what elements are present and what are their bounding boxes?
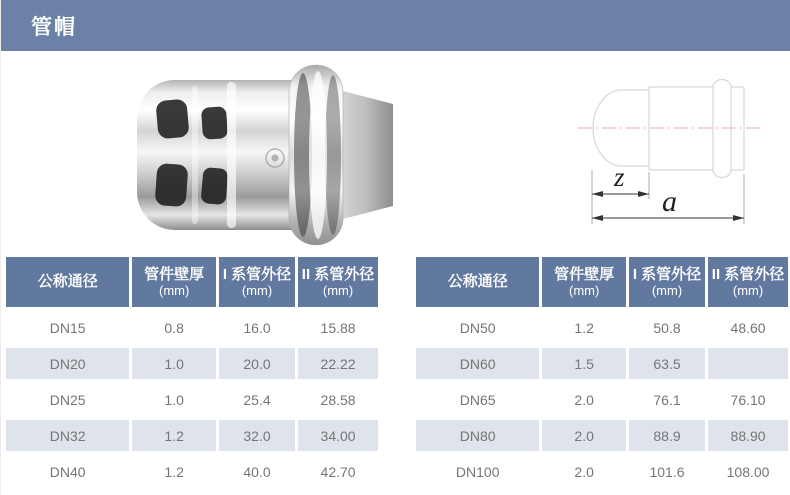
table-row xyxy=(6,348,378,379)
spec-tables xyxy=(1,252,790,492)
cell-dn: DN100 xyxy=(416,456,539,487)
table-row xyxy=(416,312,788,343)
col-header-unit: (mm) xyxy=(322,283,354,299)
cell-od1: 101.6 xyxy=(629,456,705,487)
cell-od2 xyxy=(708,348,788,379)
cell-wall: 1.5 xyxy=(542,348,625,379)
table-row xyxy=(6,456,378,487)
cell-od1: 50.8 xyxy=(629,312,705,343)
cell-od2: 88.90 xyxy=(708,420,788,451)
spec-table-dn15-dn40 xyxy=(3,252,381,492)
cell-wall: 1.2 xyxy=(132,456,215,487)
col-header-label: 公称通径 xyxy=(37,273,98,291)
cell-dn: DN15 xyxy=(6,312,129,343)
cell-od1: 20.0 xyxy=(219,348,295,379)
press-collar xyxy=(289,65,343,245)
col-header-label: 管件壁厚 xyxy=(144,265,205,283)
cell-wall: 2.0 xyxy=(542,420,625,451)
cap-end xyxy=(339,90,393,220)
col-header-od2 xyxy=(298,257,378,307)
dim-z-label: z xyxy=(614,162,625,192)
col-header-wall xyxy=(132,257,215,307)
cell-od2: 15.88 xyxy=(298,312,378,343)
table-row xyxy=(6,420,378,451)
cell-od1: 25.4 xyxy=(219,384,295,415)
table-row xyxy=(6,384,378,415)
col-header-unit: (mm) xyxy=(568,283,600,299)
cell-od2: 76.10 xyxy=(708,384,788,415)
cell-dn: DN80 xyxy=(416,420,539,451)
header-row xyxy=(416,257,788,307)
cell-od2: 28.58 xyxy=(298,384,378,415)
cell-wall: 1.2 xyxy=(132,420,215,451)
spec-table-dn50-dn100 xyxy=(413,252,790,492)
cell-dn: DN60 xyxy=(416,348,539,379)
cell-od1: 32.0 xyxy=(219,420,295,451)
cell-dn: DN32 xyxy=(6,420,129,451)
table-row xyxy=(416,384,788,415)
cell-dn: DN65 xyxy=(416,384,539,415)
col-header-unit: (mm) xyxy=(651,283,683,299)
col-header-label: II 系管外径 xyxy=(301,265,375,283)
cell-od2: 34.00 xyxy=(298,420,378,451)
cell-wall: 1.0 xyxy=(132,384,215,415)
col-header-wall xyxy=(542,257,625,307)
col-header-dn xyxy=(6,257,129,307)
cell-od2: 42.70 xyxy=(298,456,378,487)
cell-wall: 1.0 xyxy=(132,348,215,379)
cell-od2: 108.00 xyxy=(708,456,788,487)
col-header-label: 管件壁厚 xyxy=(554,265,615,283)
dim-a-label: a xyxy=(662,185,677,218)
cell-od1: 63.5 xyxy=(629,348,705,379)
spec-table xyxy=(413,252,790,492)
cell-dn: DN50 xyxy=(416,312,539,343)
table-row xyxy=(416,348,788,379)
cell-dn: DN25 xyxy=(6,384,129,415)
col-header-label: I 系管外径 xyxy=(222,265,292,283)
col-header-label: 公称通径 xyxy=(447,273,508,291)
product-photo xyxy=(109,60,401,250)
spec-table xyxy=(3,252,381,492)
dimension-z xyxy=(592,162,649,197)
col-header-od2 xyxy=(708,257,788,307)
cell-dn: DN20 xyxy=(6,348,129,379)
cell-od1: 16.0 xyxy=(219,312,295,343)
page-title: 管帽 xyxy=(31,15,77,39)
cell-dn: DN40 xyxy=(6,456,129,487)
col-header-od1 xyxy=(219,257,295,307)
dimension-drawing xyxy=(554,58,790,246)
col-header-unit: (mm) xyxy=(241,283,273,299)
cell-od1: 40.0 xyxy=(219,456,295,487)
table-row xyxy=(416,456,788,487)
col-header-dn xyxy=(416,257,539,307)
cell-wall: 2.0 xyxy=(542,384,625,415)
col-header-unit: (mm) xyxy=(732,283,764,299)
cell-od2: 48.60 xyxy=(708,312,788,343)
col-header-label: II 系管外径 xyxy=(711,265,785,283)
cell-wall: 1.2 xyxy=(542,312,625,343)
cell-wall: 0.8 xyxy=(132,312,215,343)
table-row xyxy=(6,312,378,343)
section-header-bar xyxy=(1,0,790,51)
cell-wall: 2.0 xyxy=(542,456,625,487)
col-header-od1 xyxy=(629,257,705,307)
cell-od1: 88.9 xyxy=(629,420,705,451)
col-header-unit: (mm) xyxy=(158,283,190,299)
table-row xyxy=(416,420,788,451)
header-row xyxy=(6,257,378,307)
cell-od1: 76.1 xyxy=(629,384,705,415)
col-header-label: I 系管外径 xyxy=(632,265,702,283)
cell-od2: 22.22 xyxy=(298,348,378,379)
